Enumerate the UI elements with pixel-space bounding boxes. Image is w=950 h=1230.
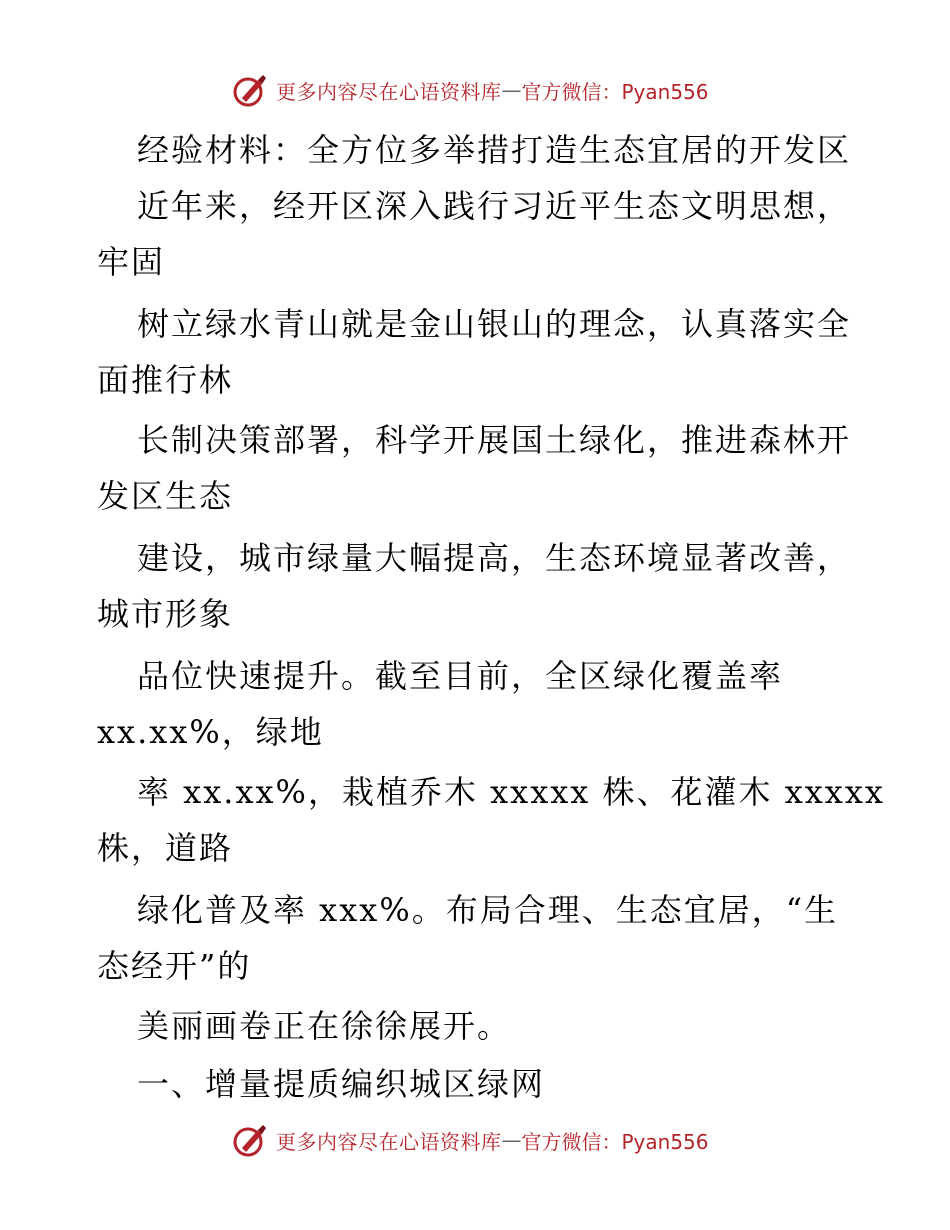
paragraph-line: 率 xx.xx%，栽植乔木 xxxxx 株、花灌木 xxxxx	[137, 773, 885, 811]
paragraph-line: 城市形象	[97, 595, 234, 633]
paragraph-line: 发区生态	[97, 477, 234, 515]
paragraph-line: 树立绿水青山就是金山银山的理念，认真落实全	[137, 305, 852, 343]
paragraph-line: 牢固	[97, 243, 166, 281]
banner-text: 更多内容尽在心语资料库	[276, 1129, 502, 1154]
banner-dash: —	[501, 78, 522, 102]
banner-dash: —	[501, 1128, 522, 1152]
section-heading: 一、增量提质编织城区绿网	[137, 1065, 546, 1103]
pen-logo-icon	[232, 72, 268, 108]
banner-wechat: 官方微信：Pyan556	[521, 1129, 709, 1154]
paragraph-line: 绿化普及率 xxx%。布局合理、生态宜居，“生	[137, 891, 839, 929]
pen-logo-icon	[232, 1122, 268, 1158]
paragraph-line: xx.xx%，绿地	[97, 713, 324, 751]
paragraph-line: 株，道路	[97, 829, 234, 867]
footer-banner	[232, 1120, 709, 1160]
paragraph-line: 建设，城市绿量大幅提高，生态环境显著改善，	[137, 539, 852, 577]
paragraph-line: 长制决策部署，科学开展国土绿化，推进森林开	[137, 421, 852, 459]
banner-text: 更多内容尽在心语资料库	[276, 79, 502, 104]
paragraph-line: 近年来，经开区深入践行习近平生态文明思想，	[137, 187, 852, 225]
paragraph-line: 品位快速提升。截至目前，全区绿化覆盖率	[137, 657, 784, 695]
banner-wechat: 官方微信：Pyan556	[521, 79, 709, 104]
paragraph-line: 态经开”的	[97, 947, 252, 985]
paragraph-line: 面推行林	[97, 361, 234, 399]
header-banner	[232, 70, 709, 110]
document-title: 经验材料：全方位多举措打造生态宜居的开发区	[137, 131, 852, 169]
paragraph-line: 美丽画卷正在徐徐展开。	[137, 1007, 512, 1045]
